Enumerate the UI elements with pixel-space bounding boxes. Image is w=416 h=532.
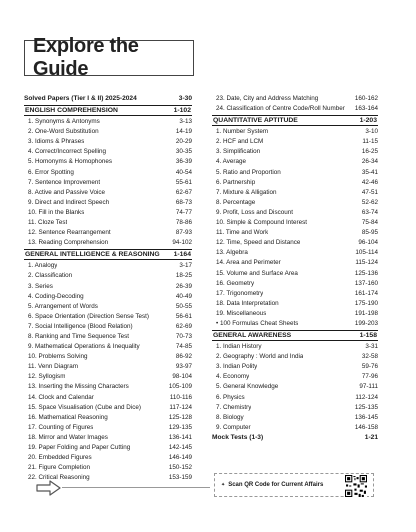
toc-entry-label: 17. Trigonometry xyxy=(216,289,264,297)
mock-tests-label: Mock Tests (1-3) xyxy=(212,433,264,441)
toc-entry[interactable] xyxy=(212,372,378,382)
toc-entry-label: 6. Space Orientation (Direction Sense Test) xyxy=(28,312,149,320)
toc-entry-label: 13. Algebra xyxy=(216,249,248,257)
toc-entry[interactable] xyxy=(212,309,378,319)
toc-entry[interactable] xyxy=(24,157,192,167)
toc-entry-label: 16. Mathematical Reasoning xyxy=(28,413,108,421)
toc-entry-pages: 146-158 xyxy=(354,423,378,431)
toc-entry-label: 5. Arrangement of Words xyxy=(28,302,98,310)
toc-entry-pages: 63-74 xyxy=(361,208,378,216)
toc-entry-label: 6. Partnership xyxy=(216,178,256,186)
section-pages: 1-203 xyxy=(359,117,377,125)
toc-entry-label: 1. Synonyms & Antonyms xyxy=(28,118,100,126)
toc-entry-label: 2. HCF and LCM xyxy=(216,138,264,146)
toc-entry[interactable] xyxy=(212,413,378,423)
toc-entry[interactable] xyxy=(212,342,378,352)
toc-entry-label: • 100 Formulas Cheat Sheets xyxy=(216,319,299,327)
toc-entry[interactable] xyxy=(212,299,378,309)
section-title: GENERAL INTELLIGENCE & REASONING xyxy=(25,251,160,259)
toc-entry-label: 2. One-Word Substitution xyxy=(28,128,99,136)
toc-entry[interactable] xyxy=(24,198,192,208)
toc-entry[interactable] xyxy=(212,157,378,167)
toc-entry-pages: 160-162 xyxy=(354,95,378,102)
toc-entry-pages: 32-58 xyxy=(361,353,378,361)
toc-entry[interactable] xyxy=(212,137,378,147)
toc-entry[interactable] xyxy=(24,403,192,413)
toc-entry-pages: 11-15 xyxy=(362,138,378,146)
toc-entry-label: 6. Physics xyxy=(216,393,245,401)
toc-entry-pages: 161-174 xyxy=(354,289,378,297)
toc-entry[interactable] xyxy=(212,362,378,372)
toc-entry-pages: 85-95 xyxy=(361,229,378,237)
toc-entry-label: 14. Area and Perimeter xyxy=(216,259,281,267)
toc-entry-pages: 98-104 xyxy=(172,373,192,381)
section-header[interactable] xyxy=(24,105,192,116)
toc-entry-pages: 36-39 xyxy=(175,158,192,166)
toc-entry[interactable] xyxy=(24,352,192,362)
toc-entry[interactable] xyxy=(24,312,192,322)
solved-papers-pages: 3-30 xyxy=(178,95,192,102)
toc-entry-pages: 136-141 xyxy=(168,433,192,441)
toc-entry-pages: 110-116 xyxy=(169,393,192,401)
toc-entry[interactable] xyxy=(212,147,378,157)
toc-entry-pages: 40-54 xyxy=(175,168,192,176)
toc-entry[interactable] xyxy=(24,382,192,392)
right-column xyxy=(212,94,378,443)
toc-entry[interactable] xyxy=(212,393,378,403)
page-title: Explore the Guide xyxy=(33,35,139,80)
toc-entry[interactable] xyxy=(24,188,192,198)
toc-entry-pages: 125-128 xyxy=(168,413,192,421)
toc-entry[interactable] xyxy=(24,413,192,423)
toc-entry-label: 6. Error Spotting xyxy=(28,168,74,176)
toc-entry-pages: 87-93 xyxy=(175,229,192,237)
toc-entry[interactable] xyxy=(24,117,192,127)
toc-entry-pages: 26-34 xyxy=(361,158,378,166)
toc-entry-pages: 3-17 xyxy=(179,262,192,270)
toc-entry-label: 17. Counting of Figures xyxy=(28,423,94,431)
toc-entry-pages: 112-124 xyxy=(355,393,378,401)
toc-entry[interactable] xyxy=(212,198,378,208)
toc-entry-pages: 93-97 xyxy=(175,363,192,371)
toc-entry-label: 4. Coding-Decoding xyxy=(28,292,84,300)
toc-entry-label: 14. Clock and Calendar xyxy=(28,393,94,401)
left-sections xyxy=(24,105,192,483)
toc-entry[interactable] xyxy=(24,261,192,271)
toc-entry[interactable] xyxy=(212,127,378,137)
toc-entry-pages: 30-35 xyxy=(175,148,192,156)
toc-entry-pages: 75-84 xyxy=(361,219,378,227)
toc-entry-label: 1. Number System xyxy=(216,128,269,136)
toc-entry-label: 7. Chemistry xyxy=(216,403,252,411)
toc-entry-pages: 125-135 xyxy=(354,403,378,411)
toc-entry-pages: 137-160 xyxy=(354,279,378,287)
toc-entry-label: 18. Mirror and Water Images xyxy=(28,433,108,441)
toc-entry[interactable] xyxy=(212,188,378,198)
toc-entry-pages: 191-198 xyxy=(354,309,378,317)
toc-entry-label: 8. Percentage xyxy=(216,198,256,206)
toc-entry-pages: 175-190 xyxy=(354,299,378,307)
toc-entry[interactable] xyxy=(212,208,378,218)
toc-entry[interactable] xyxy=(24,423,192,433)
toc-entry-pages: 86-92 xyxy=(175,353,192,361)
qr-code-icon xyxy=(345,475,367,497)
toc-entry-pages: 3-13 xyxy=(179,118,192,126)
toc-entry-label: 9. Computer xyxy=(216,423,251,431)
toc-entry-label: 16. Geometry xyxy=(216,279,255,287)
toc-entry-pages: 74-85 xyxy=(175,343,192,351)
toc-entry-pages: 115-124 xyxy=(355,259,378,267)
toc-entry[interactable] xyxy=(212,228,378,238)
toc-entry[interactable] xyxy=(212,104,378,114)
star-icon: ✦ xyxy=(221,482,226,488)
toc-entry-pages: 146-149 xyxy=(168,454,192,462)
arrow-right-icon xyxy=(36,480,62,496)
toc-entry-label: 12. Sentence Rearrangement xyxy=(28,229,111,237)
toc-entry-label: 12. Time, Speed and Distance xyxy=(216,239,301,247)
toc-entry[interactable] xyxy=(24,282,192,292)
toc-entry[interactable] xyxy=(212,238,378,248)
toc-entry[interactable] xyxy=(24,463,192,473)
page-title-box xyxy=(24,35,194,80)
toc-entry-label: 12. Syllogism xyxy=(28,373,66,381)
toc-entry[interactable] xyxy=(212,382,378,392)
toc-entry-pages: 78-86 xyxy=(175,219,192,227)
toc-entry[interactable] xyxy=(212,269,378,279)
toc-entry-pages: 3-31 xyxy=(365,343,378,351)
toc-entry-pages: 26-39 xyxy=(175,282,192,290)
toc-entry-label: 7. Social Intelligence (Blood Relation) xyxy=(28,322,133,330)
toc-entry-pages: 77-96 xyxy=(361,373,378,381)
toc-entry[interactable] xyxy=(24,178,192,188)
toc-entry-pages: 59-76 xyxy=(361,363,378,371)
section-pages: 1-102 xyxy=(173,107,191,115)
footer-rule xyxy=(62,487,210,488)
toc-entry-pages: 96-104 xyxy=(358,239,378,247)
toc-entry[interactable] xyxy=(24,127,192,137)
toc-entry[interactable] xyxy=(24,393,192,403)
toc-entry-pages: 163-164 xyxy=(354,105,378,113)
section-header[interactable] xyxy=(212,330,378,341)
toc-entry-label: 8. Ranking and Time Sequence Test xyxy=(28,332,130,340)
toc-entry-pages: 199-203 xyxy=(354,319,378,327)
toc-entry-label: 19. Paper Folding and Paper Cutting xyxy=(28,444,131,451)
toc-entry[interactable] xyxy=(24,433,192,443)
toc-entry-pages: 68-73 xyxy=(175,198,192,206)
toc-entry-label: 13. Reading Comprehension xyxy=(28,239,109,247)
toc-entry-label: 3. Simplification xyxy=(216,148,261,156)
qr-callout-label: Scan QR Code for Current Affairs xyxy=(228,482,324,488)
toc-entry-label: 10. Problems Solving xyxy=(28,353,88,361)
toc-entry-label: 11. Cloze Test xyxy=(28,219,68,227)
toc-entry[interactable] xyxy=(212,279,378,289)
toc-entry[interactable] xyxy=(24,342,192,352)
toc-entry[interactable] xyxy=(24,322,192,332)
qr-callout xyxy=(214,473,374,497)
section-title: GENERAL AWARENESS xyxy=(213,332,292,340)
toc-entry-label: 4. Correct/Incorrect Spelling xyxy=(28,148,107,156)
toc-entry-label: 4. Average xyxy=(216,158,246,166)
section-title: QUANTITATIVE APTITUDE xyxy=(213,117,298,125)
toc-entry-label: 8. Active and Passive Voice xyxy=(28,188,106,196)
toc-entry-label: 23. Date, City and Address Matching xyxy=(216,95,319,102)
toc-entry-pages: 18-25 xyxy=(175,272,192,280)
toc-entry-label: 22. Critical Reasoning xyxy=(28,474,90,482)
toc-entry[interactable] xyxy=(212,319,378,329)
toc-entry-pages: 97-111 xyxy=(359,383,378,391)
toc-entry-pages: 153-159 xyxy=(168,474,192,482)
solved-papers-label: Solved Papers (Tier I & II) 2025-2024 xyxy=(24,95,137,102)
toc-entry[interactable] xyxy=(24,208,192,218)
toc-entry[interactable] xyxy=(24,218,192,228)
toc-entry[interactable] xyxy=(212,218,378,228)
toc-entry-label: 10. Fill in the Blanks xyxy=(28,208,85,216)
toc-entry-label: 9. Profit, Loss and Discount xyxy=(216,208,294,216)
section-header[interactable] xyxy=(24,249,192,260)
right-sections xyxy=(212,115,378,433)
mock-tests-row[interactable] xyxy=(212,433,378,443)
right-top-items xyxy=(212,94,378,114)
toc-entry-pages: 55-61 xyxy=(175,178,192,186)
toc-entry-pages: 129-135 xyxy=(168,423,192,431)
toc-entry-pages: 117-124 xyxy=(169,403,192,411)
toc-entry-label: 18. Data Interpretation xyxy=(216,299,279,307)
toc-entry-label: 21. Figure Completion xyxy=(28,464,90,472)
toc-entry-label: 2. Geography : World and India xyxy=(216,353,304,361)
toc-entry-label: 7. Mixture & Alligation xyxy=(216,188,277,196)
toc-entry-label: 3. Series xyxy=(28,282,53,290)
toc-entry-label: 11. Time and Work xyxy=(216,229,269,237)
toc-entry-pages: 142-145 xyxy=(168,444,192,451)
toc-entry-label: 1. Indian History xyxy=(216,343,262,351)
solved-papers-row[interactable] xyxy=(24,94,192,104)
toc-entry[interactable] xyxy=(24,228,192,238)
toc-entry-label: 1. Analogy xyxy=(28,262,58,270)
toc-entry-label: 5. Ratio and Proportion xyxy=(216,168,281,176)
toc-entry-label: 4. Economy xyxy=(216,373,250,381)
toc-entry-pages: 70-73 xyxy=(175,332,192,340)
toc-entry-pages: 136-145 xyxy=(354,413,378,421)
toc-entry-label: 19. Miscellaneous xyxy=(216,309,267,317)
toc-entry[interactable] xyxy=(24,271,192,281)
section-title: ENGLISH COMPREHENSION xyxy=(25,107,118,115)
toc-entry-pages: 50-55 xyxy=(175,302,192,310)
toc-entry[interactable] xyxy=(24,362,192,372)
section-header[interactable] xyxy=(212,115,378,126)
toc-entry[interactable] xyxy=(24,453,192,463)
toc-entry[interactable] xyxy=(24,238,192,248)
toc-entry-pages: 105-114 xyxy=(355,249,378,257)
toc-entry-label: 15. Volume and Surface Area xyxy=(216,269,298,277)
mock-tests-pages: 1-21 xyxy=(364,433,378,441)
toc-entry[interactable] xyxy=(212,168,378,178)
toc-entry-pages: 35-41 xyxy=(361,168,378,176)
toc-entry-label: 3. Idioms & Phrases xyxy=(28,138,85,146)
toc-entry-label: 5. General Knowledge xyxy=(216,383,279,391)
toc-entry-pages: 42-46 xyxy=(361,178,378,186)
toc-entry-pages: 105-109 xyxy=(168,383,192,391)
toc-entry[interactable] xyxy=(212,178,378,188)
toc-entry-pages: 3-10 xyxy=(365,128,378,136)
toc-entry-label: 3. Indian Polity xyxy=(216,363,258,371)
toc-entry-pages: 14-19 xyxy=(175,128,192,136)
toc-entry-label: 10. Simple & Compound Interest xyxy=(216,219,308,227)
toc-entry-pages: 62-69 xyxy=(175,322,192,330)
left-column xyxy=(24,94,192,483)
toc-entry[interactable] xyxy=(212,94,378,104)
toc-entry[interactable] xyxy=(24,332,192,342)
toc-entry-pages: 62-67 xyxy=(175,188,192,196)
toc-entry-pages: 125-136 xyxy=(354,269,378,277)
toc-entry-label: 24. Classification of Centre Code/Roll Number xyxy=(216,105,345,113)
toc-entry-pages: 94-102 xyxy=(172,239,192,247)
toc-entry-label: 15. Space Visualisation (Cube and Dice) xyxy=(28,403,141,411)
toc-entry-label: 8. Biology xyxy=(216,413,244,421)
toc-entry-label: 5. Homonyms & Homophones xyxy=(28,158,112,166)
toc-entry[interactable] xyxy=(24,292,192,302)
toc-entry-pages: 16-25 xyxy=(361,148,378,156)
toc-entry-label: 20. Embedded Figures xyxy=(28,454,92,462)
toc-entry-label: 11. Venn Diagram xyxy=(28,363,78,371)
toc-entry-label: 9. Mathematical Operations & Inequality xyxy=(28,343,140,351)
toc-entry[interactable] xyxy=(24,168,192,178)
toc-entry[interactable] xyxy=(24,137,192,147)
toc-entry[interactable] xyxy=(212,248,378,258)
toc-entry-label: 9. Direct and Indirect Speech xyxy=(28,198,110,206)
toc-entry[interactable] xyxy=(212,403,378,413)
toc-entry[interactable] xyxy=(212,289,378,299)
toc-entry-pages: 52-62 xyxy=(361,198,378,206)
toc-entry[interactable] xyxy=(212,258,378,268)
section-pages: 1-158 xyxy=(359,332,377,340)
toc-entry-pages: 47-51 xyxy=(361,188,378,196)
toc-entry[interactable] xyxy=(212,423,378,433)
toc-entry[interactable] xyxy=(212,352,378,362)
toc-entry-label: 2. Classification xyxy=(28,272,73,280)
toc-entry[interactable] xyxy=(24,443,192,453)
toc-entry-pages: 56-61 xyxy=(175,312,192,320)
toc-entry-label: 7. Sentence Improvement xyxy=(28,178,101,186)
section-pages: 1-164 xyxy=(173,251,191,259)
toc-entry[interactable] xyxy=(24,302,192,312)
toc-entry-label: 13. Inserting the Missing Characters xyxy=(28,383,129,391)
toc-entry[interactable] xyxy=(24,147,192,157)
toc-entry-pages: 20-29 xyxy=(175,138,192,146)
toc-entry-pages: 150-152 xyxy=(168,464,192,472)
toc-entry-pages: 74-77 xyxy=(175,208,192,216)
toc-entry-pages: 40-49 xyxy=(175,292,192,300)
toc-entry[interactable] xyxy=(24,372,192,382)
